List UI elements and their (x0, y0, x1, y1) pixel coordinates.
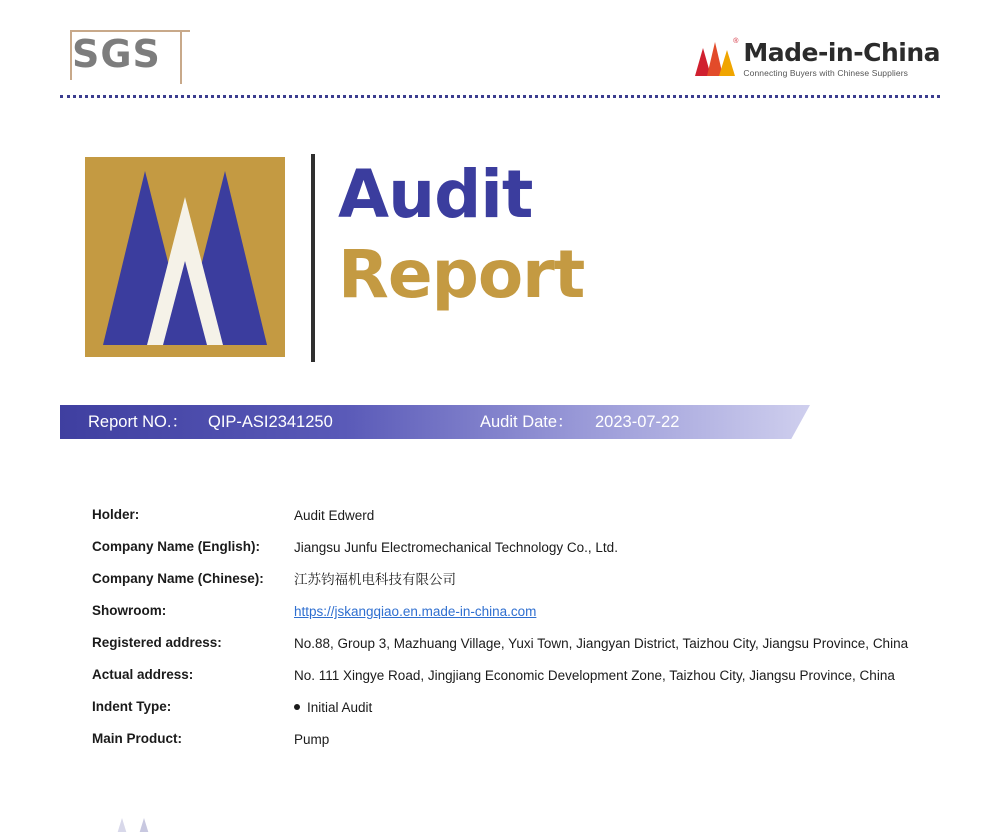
report-no-value: QIP-ASI2341250 (208, 413, 333, 431)
audit-date-label: Audit Date： (480, 413, 574, 431)
info-row-holder (92, 505, 942, 526)
footer-emblem-icon (96, 812, 264, 832)
info-row-company-name-english (92, 537, 942, 558)
info-row-company-name-chinese (92, 569, 942, 590)
registered-mark: ® (733, 38, 739, 45)
info-value-bulleted (294, 697, 942, 718)
info-row-indent-type (92, 697, 942, 718)
audit-date-value: 2023-07-22 (595, 413, 680, 431)
made-in-china-tagline: Connecting Buyers with Chinese Suppliers (743, 68, 909, 78)
report-meta-banner (60, 405, 810, 439)
info-value: Pump (294, 732, 330, 747)
report-no-label: Report NO.： (88, 413, 188, 431)
report-hero (60, 130, 940, 380)
sgs-logo-rule-left (70, 30, 72, 80)
info-row-main-product (92, 729, 942, 750)
info-row-registered-address (92, 633, 942, 654)
info-value: Jiangsu Junfu Electromechanical Technology Co., Ltd. (294, 540, 618, 555)
info-label: Registered address: (92, 635, 222, 650)
info-row-actual-address (92, 665, 942, 686)
sgs-logo-text: SGS (72, 32, 161, 76)
header-divider (60, 95, 940, 101)
hero-title-line-2: Report (338, 236, 585, 313)
bullet-icon (294, 704, 300, 710)
company-info-block (92, 505, 942, 761)
info-value: Audit Edwerd (294, 508, 375, 523)
info-label: Main Product: (92, 731, 182, 746)
info-label: Indent Type: (92, 699, 172, 714)
made-in-china-wordmark (743, 40, 940, 78)
made-in-china-logo (695, 36, 940, 82)
hero-title-line-1: Audit (338, 156, 533, 233)
audit-emblem-icon (85, 157, 285, 357)
sgs-logo (62, 28, 192, 83)
info-label: Company Name (Chinese): (92, 571, 264, 586)
showroom-link[interactable]: https://jskangqiao.en.made-in-china.com (294, 604, 537, 619)
hero-divider (311, 154, 315, 362)
info-value: No.88, Group 3, Mazhuang Village, Yuxi Town, Jiangyan District, Taizhou City, Jiangsu Province, China (294, 636, 909, 651)
sgs-logo-rule-top (72, 30, 190, 32)
info-value: No. 111 Xingye Road, Jingjiang Economic Development Zone, Taizhou City, Jiangsu Province, China (294, 668, 895, 683)
info-label: Company Name (English): (92, 539, 261, 554)
page-header (0, 0, 1000, 100)
info-value: Initial Audit (307, 700, 373, 715)
info-label: Showroom: (92, 603, 167, 618)
info-value: 江苏钧福机电科技有限公司 (294, 572, 456, 587)
info-row-showroom (92, 601, 942, 622)
info-label: Holder: (92, 507, 140, 522)
made-in-china-title: Made-in-China (743, 38, 940, 67)
made-in-china-mark-icon (695, 38, 739, 76)
info-label: Actual address: (92, 667, 194, 682)
sgs-logo-rule-right (180, 32, 182, 84)
